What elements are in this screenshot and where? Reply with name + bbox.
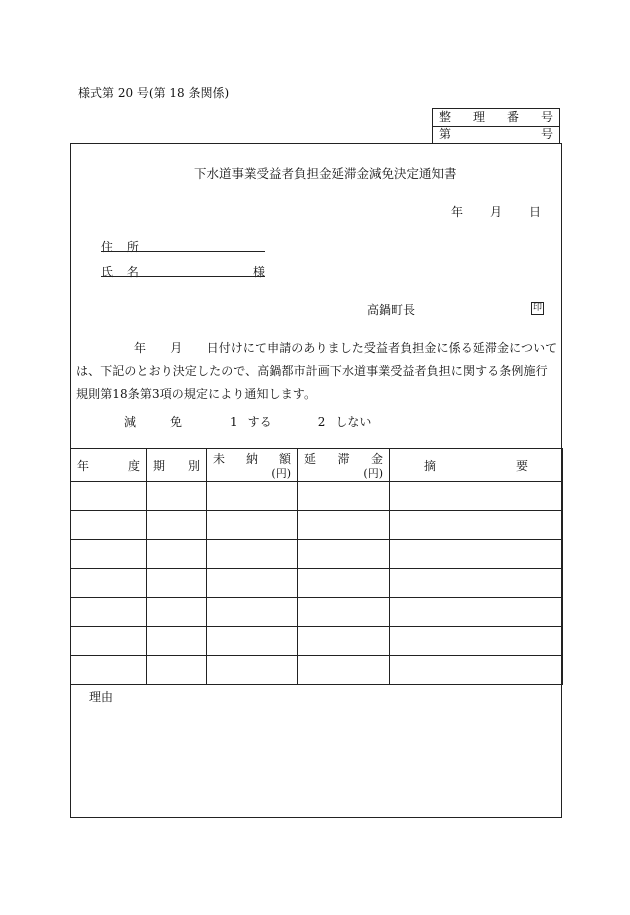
cell-year — [71, 540, 147, 569]
cell-unpaid-amount — [207, 656, 298, 685]
cell-period — [147, 511, 207, 540]
table-header-row — [71, 449, 563, 482]
ref-number-suffix: 号 — [540, 127, 553, 141]
cell-unpaid-amount — [207, 598, 298, 627]
option-1-number: 1 — [230, 415, 238, 429]
ref-label-char: 整 — [439, 110, 452, 124]
header-remarks: 摘 要 — [390, 449, 563, 482]
cell-period — [147, 482, 207, 511]
table-row — [71, 598, 563, 627]
cell-late-fee — [298, 656, 390, 685]
table-row — [71, 569, 563, 598]
detail-table — [70, 448, 563, 685]
cell-year — [71, 482, 147, 511]
cell-year — [71, 627, 147, 656]
option-1-text: する — [247, 415, 272, 429]
ref-label-char: 番 — [506, 110, 519, 124]
ref-number-prefix: 第 — [439, 127, 452, 141]
ref-label-char: 理 — [472, 110, 485, 124]
cell-remarks — [390, 627, 563, 656]
table-row — [71, 482, 563, 511]
cell-remarks — [390, 569, 563, 598]
option-2-text: しない — [335, 415, 372, 429]
reduction-options — [124, 413, 371, 430]
name-suffix: 様 — [253, 265, 266, 279]
cell-late-fee — [298, 511, 390, 540]
cell-remarks — [390, 511, 563, 540]
table-row — [71, 656, 563, 685]
cell-remarks — [390, 598, 563, 627]
cell-period — [147, 569, 207, 598]
cell-unpaid-amount — [207, 540, 298, 569]
date-day: 日 — [529, 205, 542, 219]
header-year: 年 度 — [71, 449, 147, 482]
cell-year — [71, 598, 147, 627]
mayor-title: 高鍋町長 — [367, 303, 416, 317]
cell-year — [71, 569, 147, 598]
cell-period — [147, 540, 207, 569]
reference-number-box — [432, 108, 560, 144]
name-label: 氏 名 — [101, 265, 144, 279]
cell-late-fee — [298, 482, 390, 511]
unit-label: (円) — [363, 467, 383, 480]
date-month: 月 — [490, 205, 503, 219]
header-period: 期 別 — [147, 449, 207, 482]
notice-body-text: 年 月 日付けにて申請のありました受益者負担金に係る延滞金については、下記のとおり決定したので、高鍋都市計画下水道事業受益者負担に関する条例施行規則第18条第3項の規定により通知します。 — [76, 341, 558, 401]
cell-unpaid-amount — [207, 627, 298, 656]
cell-unpaid-amount — [207, 511, 298, 540]
reduction-label: 免 — [170, 415, 183, 429]
table-row — [71, 511, 563, 540]
cell-unpaid-amount — [207, 569, 298, 598]
address-underline — [101, 251, 265, 252]
reason-label: 理由 — [89, 690, 114, 704]
cell-remarks — [390, 540, 563, 569]
cell-late-fee — [298, 569, 390, 598]
cell-year — [71, 656, 147, 685]
table-row — [71, 627, 563, 656]
cell-late-fee — [298, 627, 390, 656]
cell-period — [147, 656, 207, 685]
date-year: 年 — [451, 205, 464, 219]
cell-remarks — [390, 656, 563, 685]
header-unpaid-amount: 未 納 額 (円) — [207, 449, 298, 482]
date-line — [451, 203, 541, 220]
cell-remarks — [390, 482, 563, 511]
name-underline — [101, 276, 265, 277]
cell-late-fee — [298, 598, 390, 627]
cell-period — [147, 598, 207, 627]
address-label: 住 所 — [101, 240, 144, 254]
header-late-fee: 延 滞 金 (円) — [298, 449, 390, 482]
seal-mark: 印 — [532, 303, 542, 313]
option-2-number: 2 — [317, 415, 326, 429]
reduction-label: 減 — [124, 415, 137, 429]
cell-unpaid-amount — [207, 482, 298, 511]
cell-year — [71, 511, 147, 540]
table-row — [71, 540, 563, 569]
cell-period — [147, 627, 207, 656]
form-number: 様式第 20 号(第 18 条関係) — [78, 86, 230, 100]
cell-late-fee — [298, 540, 390, 569]
unit-label: (円) — [271, 467, 291, 480]
ref-label-char: 号 — [540, 110, 553, 124]
document-title: 下水道事業受益者負担金延滞金減免決定通知書 — [194, 166, 457, 181]
